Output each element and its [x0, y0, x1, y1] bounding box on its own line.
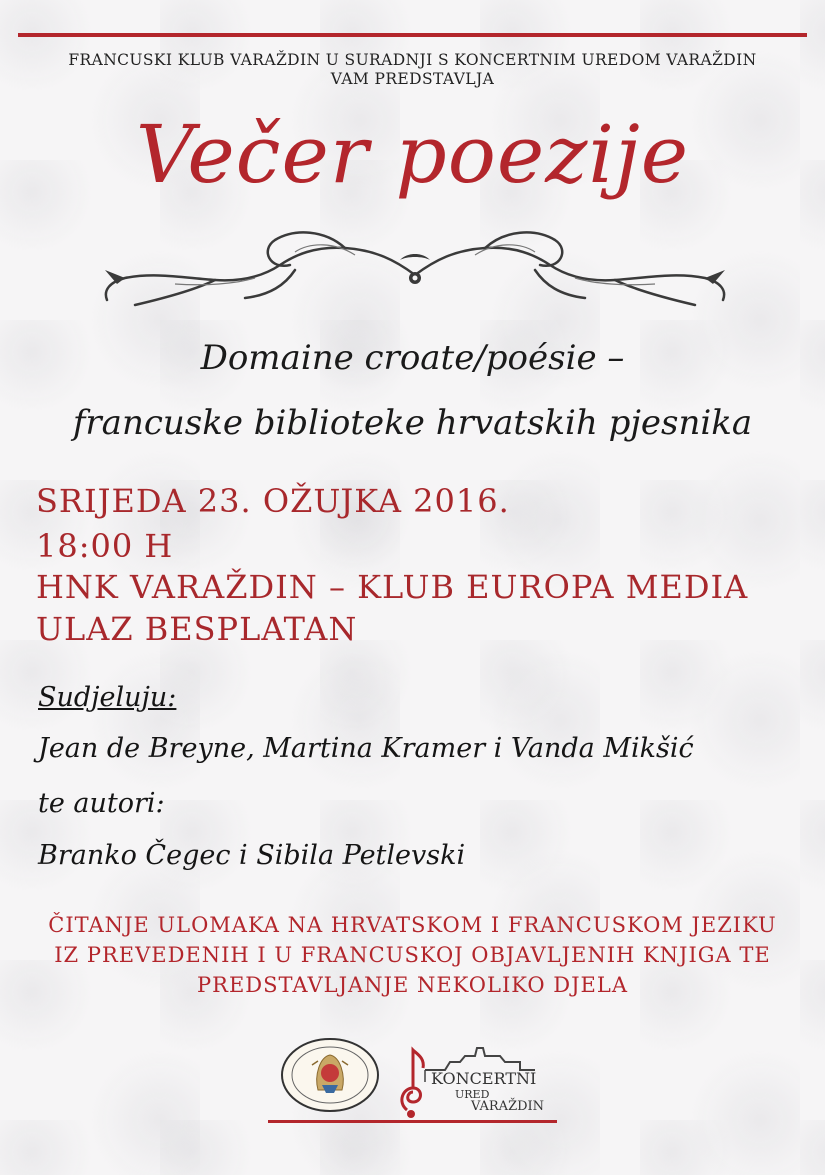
description-line-1: ČITANJE ULOMAKA NA HRVATSKOM I FRANCUSKOM JEZIKU [48, 913, 777, 937]
organizer-line-2: VAM PREDSTAVLJA [330, 70, 495, 88]
authors-label: te autori: [38, 788, 165, 819]
event-description [0, 910, 825, 1000]
bottom-divider [268, 1120, 557, 1123]
authors-names: Branko Čegec i Sibila Petlevski [38, 840, 466, 871]
varazdin-word: VARAŽDIN [471, 1099, 545, 1114]
organizer-line-1: FRANCUSKI KLUB VARAŽDIN U SURADNJI S KONCERTNIM UREDOM VARAŽDIN [68, 51, 757, 69]
ured-word: URED [455, 1088, 490, 1101]
koncertni-ured-logo [395, 1040, 555, 1120]
koncertni-word: KONCERTNI [431, 1069, 537, 1088]
event-entry: ULAZ BESPLATAN [36, 610, 358, 648]
event-title: Večer poezije [135, 108, 690, 201]
description-line-3: PREDSTAVLJANJE NEKOLIKO DJELA [197, 973, 628, 997]
organizer-header [0, 51, 825, 89]
participants-names: Jean de Breyne, Martina Kramer i Vanda Mikšić [38, 733, 694, 764]
description-line-2: IZ PREVEDENIH I U FRANCUSKOJ OBJAVLJENIH KNJIGA TE [54, 943, 771, 967]
event-date: SRIJEDA 23. OŽUJKA 2016. [36, 482, 510, 520]
event-time: 18:00 H [36, 527, 174, 565]
event-venue: HNK VARAŽDIN – KLUB EUROPA MEDIA [36, 568, 749, 606]
francuski-klub-emblem-icon [278, 1035, 382, 1115]
top-divider [18, 33, 807, 37]
participants-label: Sudjeluju: [38, 682, 177, 713]
subtitle-line-1: Domaine croate/poésie – [200, 338, 625, 378]
flourish-ornament-icon [95, 220, 735, 315]
subtitle-line-2: francuske biblioteke hrvatskih pjesnika [72, 403, 753, 443]
